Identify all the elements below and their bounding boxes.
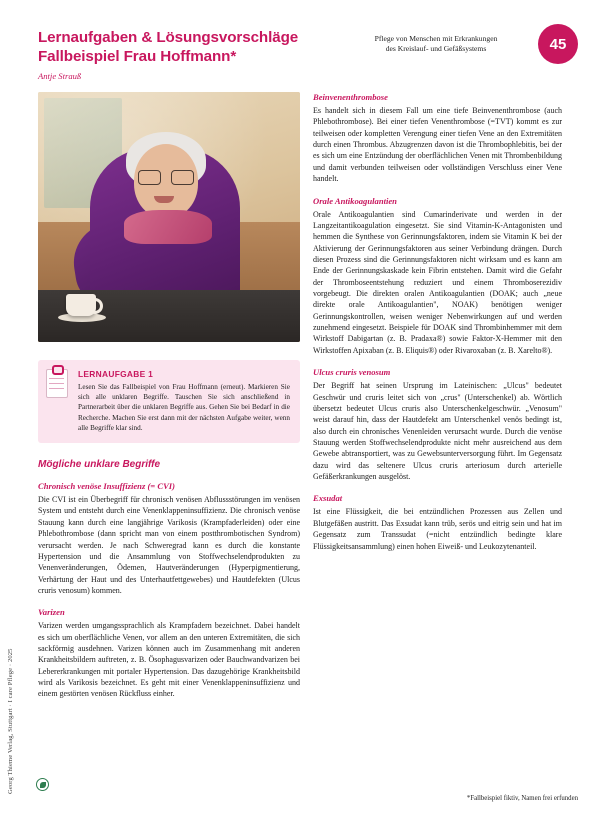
series-subtitle-line2: des Kreislauf- und Gefäßsystems xyxy=(385,44,487,54)
spine-copyright: Georg Thieme Verlag, Stuttgart · I care Pflege · 2025 xyxy=(7,648,14,794)
clipboard-icon xyxy=(44,366,72,400)
series-subtitle xyxy=(356,34,516,55)
term-text-varizen: Varizen werden umgangssprachlich als Krampfadern bezeichnet. Dabei handelt es sich um oberflächliche Venen, vor allem an den unteren Extremitäten, die sich sackförmig ausdehnen. Varizen können auch im Zusammenhang mit anderen Krankheitsbildern auftreten, z. B. Ösophagusvarizen oder Bauchwandvarizen bei Lebererkrankungen mit portaler Hypertension. Das dazugehörige Krankheitsbild wird als Varikosis bezeichnet. Es geht mit einer Venenklappeninsuffizienz und einem gestörten venösen Rückfluss einher. xyxy=(38,621,300,699)
term-heading-exsudat: Exsudat xyxy=(313,493,343,504)
clipboard-line xyxy=(49,378,64,379)
learning-task-text: Lesen Sie das Fallbeispiel von Frau Hoffmann (erneut). Markieren Sie sich alle unklaren Begriffe. Tauschen Sie sich anschließend in Partnerarbeit über die unklaren Begriffe aus. Gehen Sie bei Bedarf in die Recherche. Machen Sie erst dann mit der nächsten Aufgabe weiter, wenn alle Begriffe klar sind. xyxy=(78,383,290,432)
right-column xyxy=(313,92,562,558)
clipboard-clamp xyxy=(52,365,64,375)
photo-person-glasses xyxy=(138,170,194,183)
page-title-line2: Fallbeispiel Frau Hoffmann* xyxy=(38,48,237,65)
term-heading-beinvenenthrombose: Beinvenenthrombose xyxy=(313,92,388,102)
learning-task-label: LERNAUFGABE 1 xyxy=(78,369,154,379)
learning-task-box xyxy=(38,360,300,443)
series-subtitle-line1: Pflege von Menschen mit Erkrankungen xyxy=(374,34,498,43)
left-column xyxy=(38,92,300,706)
term-text-beinvenenthrombose: Es handelt sich in diesem Fall um eine tiefe Beinvenenthrombose (auch Phlebothrombose). Bei einer tiefen Venenthrombose (=TVT) kommt es zur teilweisen oder kompletten Verengung einer tiefen Vene an den Extremitäten durch einen Thrombus. Abzugrenzen davon ist die Thrombophlebitis, bei der es sich um eine Entzündung der oberflächlichen Venen mit Thrombenbildung und damit verbunden teilweisen oder vollständigen Verschluss einer Vene handelt. xyxy=(313,106,562,184)
case-photo xyxy=(38,92,300,342)
term-text-exsudat: Ist eine Flüssigkeit, die bei entzündlichen Prozessen aus Zellen und Blutgefäßen austritt. Das Exsudat kann trüb, serös und eitrig sein und hat im Gegensatz zum Transsudat (=nicht entzündlich bedingte klare Flüssigkeitsansammlung) einen hohen Eiweiß- und Leukozytenanteil. xyxy=(313,507,562,551)
footnote: *Fallbeispiel fiktiv, Namen frei erfunden xyxy=(466,795,578,802)
term-heading-ulcus-cruris-venosum: Ulcus cruris venosum xyxy=(313,367,391,378)
term-heading-varizen: Varizen xyxy=(38,607,65,618)
term-heading-orale-antikoagulantien: Orale Antikoagulantien xyxy=(313,195,397,206)
photo-person-scarf xyxy=(124,210,212,244)
page-title xyxy=(38,28,338,66)
clipboard-line xyxy=(49,383,64,384)
page-header xyxy=(38,28,578,84)
publisher-logo-icon xyxy=(36,778,49,791)
term-text-ulcus-cruris-venosum: Der Begriff hat seinen Ursprung im Lateinischen: „Ulcus" bedeutet Geschwür und cruris leitet sich von „crus" (Unterschenkel) ab. Wörtlich übersetzt bedeutet Ulcus cruris also Unterschenkelgeschwür. „Venosum" weist darauf hin, dass der Hautdefekt am Unterschenkel venös bedingt ist, also durch ein chronisches Venenleiden verursacht wurde. Durch die venöse Stauung werden Stoffwechselendprodukte nicht mehr ausreichend aus dem Gewebe abtransportiert, was zu Gewebsunterversorgung führt. Im Gegensatz dazu wird das seltenere Ulcus cruris arteriosum durch arterielle Gefäßerkrankungen ausgelöst. xyxy=(313,381,562,482)
term-heading-cvi: Chronisch venöse Insuffizienz (= CVI) xyxy=(38,481,176,492)
title-block xyxy=(38,28,338,81)
author-name: Antje Strauß xyxy=(38,71,82,81)
clipboard-line xyxy=(49,388,64,389)
page-number-badge: 45 xyxy=(538,24,578,64)
photo-coffee-cup xyxy=(66,294,96,316)
term-text-orale-antikoagulantien: Orale Antikoagulantien sind Cumarinderivate und werden in der Langzeitantikoagulation eingesetzt. Sie sind Vitamin-K-Antagonisten und hemmen die Synthese von Gerinnungsfaktoren, indem sie Vitamin K bei der Aktivierung der Gerinnungsfaktoren aus seiner Verbindung drängen. Durch diesen Prozess sind die Gerinnungsfaktoren nicht wirksam und es kann am Ende der Gerinnungskaskade kein Fibrin entstehen. Damit wird die Gefahr der Thromboseentstehung reduziert und einem Thromboserezidiv vorgebeugt. Die direkten oralen Antikoagulantien (DOAK; auch „neue direkte orale Antikoagulantien", NOAK) benötigen weniger Gerinnungskontrollen, weisen weniger Nebenwirkungen auf und werden zunehmend eingesetzt. Beispiele für DOAK sind Thrombinhemmer mit dem Wirkstoff Dabigartan (z. B. Pradaxa®) sowie Faktor-X-Hemmer mit den Wirkstoffen Apixaban (z. B. Eliquis®) oder Rivaroxaban (z. B. Xarelto®). xyxy=(313,209,562,355)
page-title-line1: Lernaufgaben & Lösungsvorschläge xyxy=(38,29,299,46)
section-heading-unclear-terms: Mögliche unklare Begriffe xyxy=(38,459,161,471)
term-text-cvi: Die CVI ist ein Überbegriff für chronisch venösen Abflussstörungen im venösen System und entsteht durch eine Venenklappeninsuffizienz. Die chronisch venöse Stauung kann durch eine langjährige Varikosis (Krampfaderleiden) oder eine Phlebothrombose (dann spricht man von einem postthrombotischen Syndrom) verursacht werden. Je nach Schweregrad kann es durch die konstante Hypertension und die Ansammlung von Stoffwechselendprodukten zu Venenveränderungen, Ödemen, Hautveränderungen (Hyperpigmentierung, Verhärtung der Haut und des Unterhautfettgewebes) und Hautdefekten (Ulcus cruris venosum) kommen. xyxy=(38,495,300,595)
